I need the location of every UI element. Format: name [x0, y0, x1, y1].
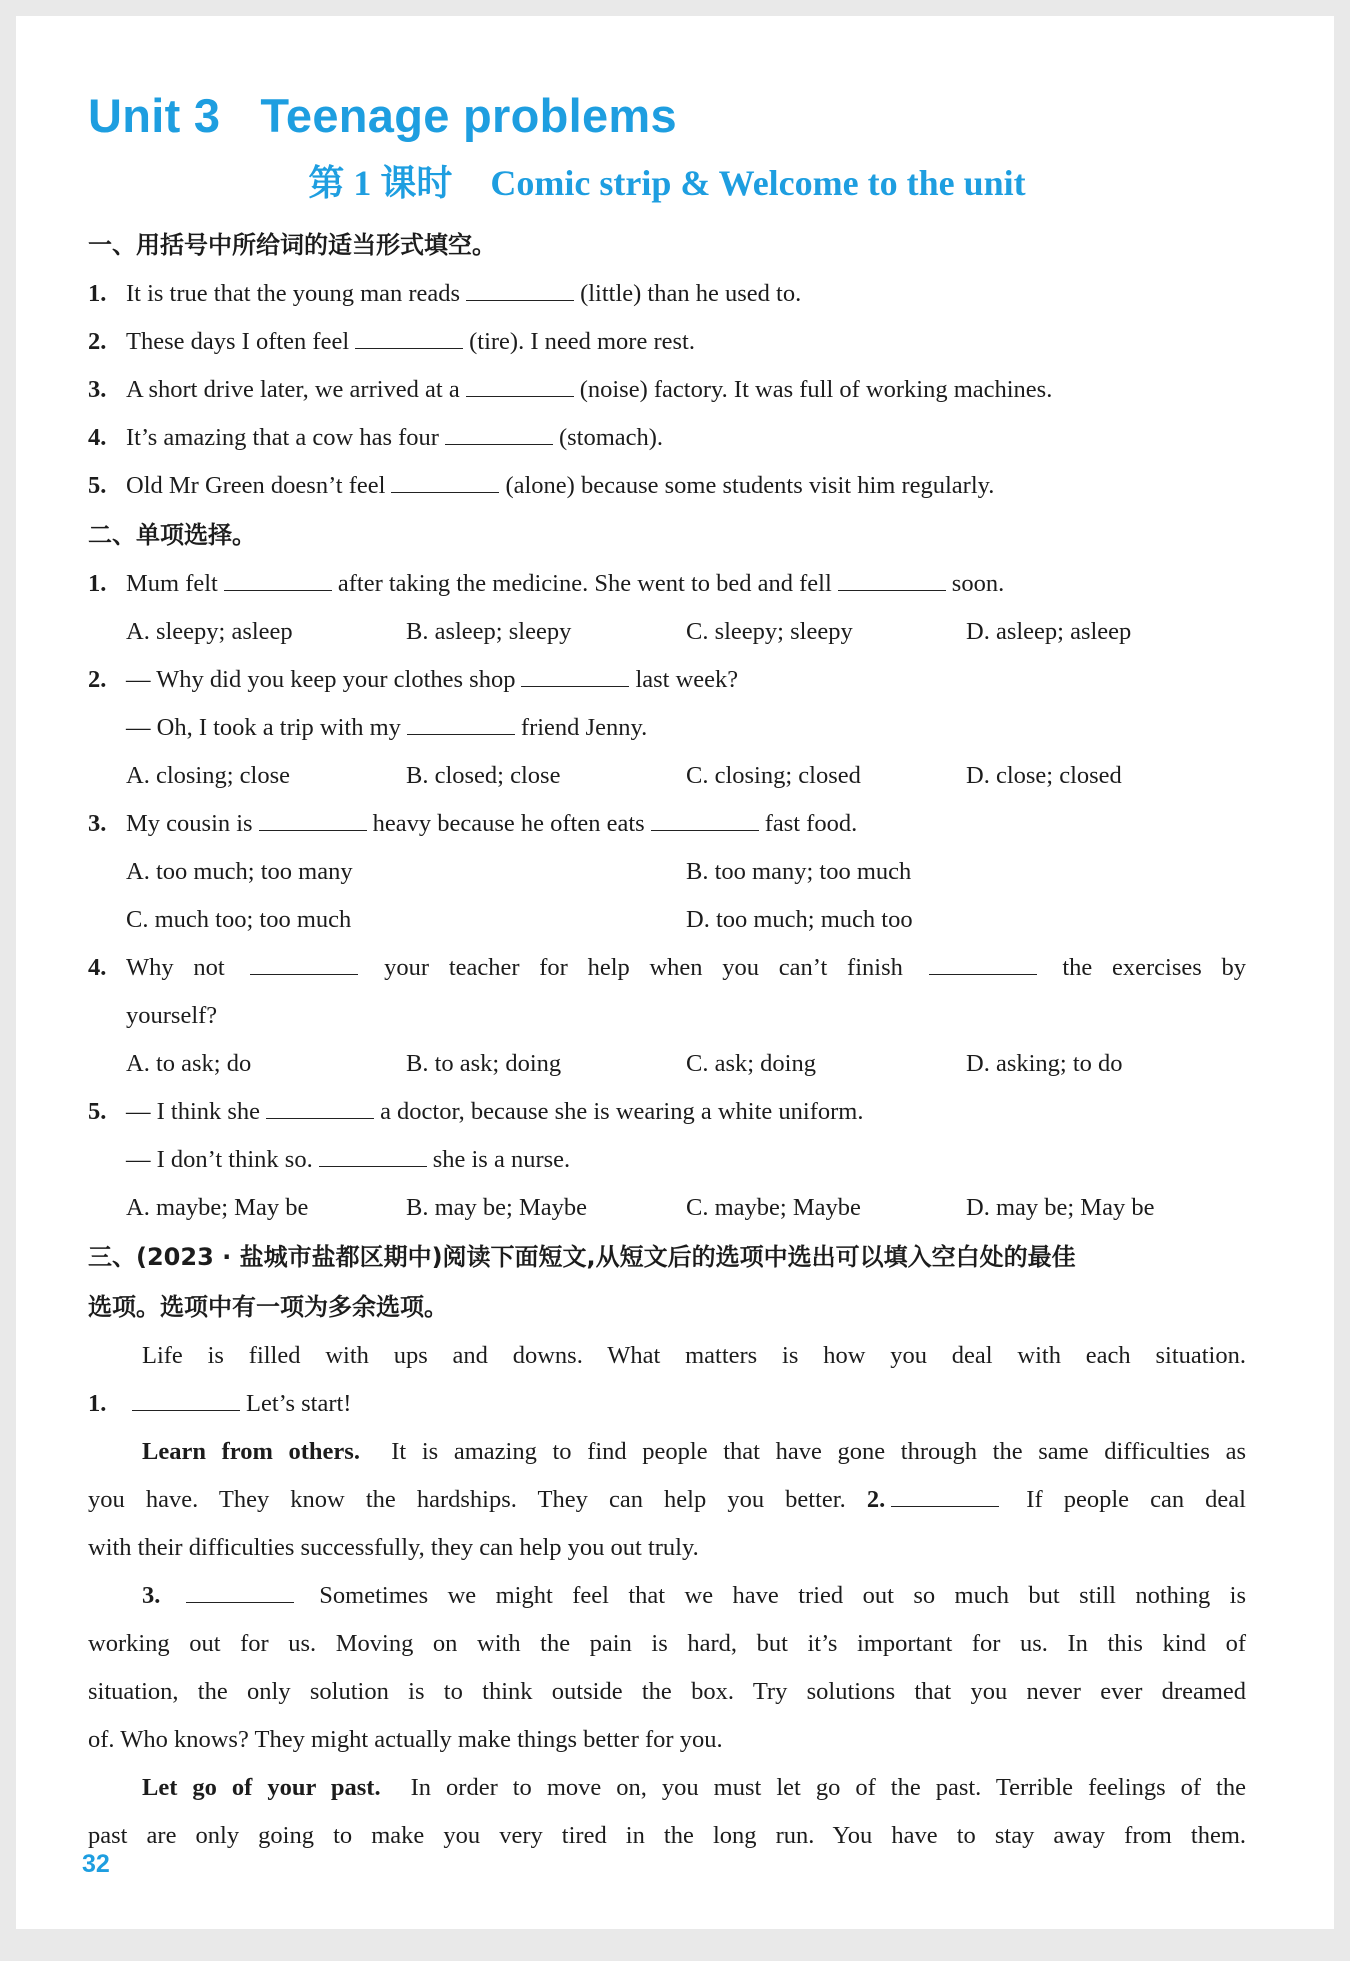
answer-blank[interactable] — [445, 424, 553, 445]
passage-p1-line2 — [88, 1476, 1246, 1524]
item-text: It is true that the young man reads — [126, 279, 461, 307]
item-text: a doctor, because she is wearing a white uniform. — [380, 1097, 864, 1125]
mc-question-5 — [88, 1088, 1246, 1232]
item-text: It’s amazing that a cow has four — [126, 423, 439, 451]
passage-p1-line1 — [88, 1428, 1246, 1476]
question-stem-line2 — [88, 992, 1246, 1040]
item-number: 1. — [88, 1389, 107, 1417]
lesson-title — [88, 162, 1246, 205]
option-d[interactable]: D. close; closed — [966, 761, 1122, 789]
option-row — [88, 608, 1246, 656]
item-text: friend Jenny. — [520, 713, 648, 741]
answer-blank[interactable] — [891, 1486, 999, 1507]
item-text: you have. They know the hardships. They can help you better. — [88, 1485, 846, 1513]
option-c[interactable]: C. much too; too much — [126, 905, 352, 933]
item-text: These days I often feel — [126, 327, 350, 355]
option-c[interactable]: C. maybe; Maybe — [686, 1193, 861, 1221]
item-text: Why not — [126, 953, 225, 981]
item-number: 4. — [88, 423, 107, 451]
item-text: In order to move on, you must let go of the past. Terrible feelings of the — [410, 1773, 1246, 1801]
fill-item-2 — [88, 318, 1246, 366]
question-stem — [88, 1088, 1246, 1136]
question-stem — [88, 560, 1246, 608]
answer-blank[interactable] — [521, 666, 629, 687]
fill-item-4 — [88, 414, 1246, 462]
option-c[interactable]: C. sleepy; sleepy — [686, 617, 853, 645]
worksheet-page — [16, 16, 1334, 1929]
reading-passage — [88, 1332, 1246, 1860]
item-text: (stomach). — [558, 423, 664, 451]
item-text: (little) than he used to. — [580, 279, 802, 307]
passage-p2-line3: situation, the only solution is to think outside the box. Try solutions that you never ever dreamed — [88, 1677, 1246, 1705]
item-number: 2. — [88, 665, 107, 693]
item-text: — Why did you keep your clothes shop — [126, 665, 516, 693]
question-stem-line2 — [88, 704, 1246, 752]
item-text: (noise) factory. It was full of working machines. — [579, 375, 1053, 403]
item-text: (alone) because some students visit him regularly. — [505, 471, 995, 499]
option-a[interactable]: A. sleepy; asleep — [126, 617, 293, 645]
item-number: 5. — [88, 1097, 107, 1125]
option-c[interactable]: C. ask; doing — [686, 1049, 816, 1077]
item-text: the exercises by — [1062, 953, 1247, 981]
paragraph-lead: Let go of your past. — [142, 1773, 381, 1801]
option-a[interactable]: A. to ask; do — [126, 1049, 252, 1077]
option-a[interactable]: A. maybe; May be — [126, 1193, 309, 1221]
answer-blank[interactable] — [250, 954, 358, 975]
item-text: — Oh, I took a trip with my — [126, 713, 401, 741]
item-text: — I think she — [126, 1097, 261, 1125]
answer-blank[interactable] — [391, 472, 499, 493]
answer-blank[interactable] — [838, 570, 946, 591]
passage-p3-line2: past are only going to make you very tired in the long run. You have to stay away from them. — [88, 1821, 1246, 1849]
option-b[interactable]: B. closed; close — [406, 761, 561, 789]
option-row — [88, 1040, 1246, 1088]
passage-p2-line2: working out for us. Moving on with the pain is hard, but it’s important for us. In this kind of — [88, 1629, 1246, 1657]
answer-blank[interactable] — [259, 810, 367, 831]
unit-number: Unit 3 — [88, 89, 221, 142]
lesson-number: 第 1 课时 — [308, 163, 453, 204]
answer-blank[interactable] — [132, 1390, 240, 1411]
item-text: Mum felt — [126, 569, 218, 597]
question-stem — [88, 656, 1246, 704]
item-text: yourself? — [126, 1001, 218, 1029]
item-number: 3. — [88, 375, 107, 403]
section3-heading-line1: 三、(2023 · 盐城市盐都区期中)阅读下面短文,从短文后的选项中选出可以填入空白处的最佳 — [88, 1242, 1076, 1271]
fill-item-1 — [88, 270, 1246, 318]
option-b[interactable]: B. to ask; doing — [406, 1049, 562, 1077]
unit-name: Teenage problems — [260, 89, 677, 142]
answer-blank[interactable] — [224, 570, 332, 591]
option-d[interactable]: D. may be; May be — [966, 1193, 1155, 1221]
mc-question-4 — [88, 944, 1246, 1088]
answer-blank[interactable] — [186, 1582, 294, 1603]
item-text: A short drive later, we arrived at a — [126, 375, 460, 403]
section3-heading-line2: 选项。选项中有一项为多余选项。 — [88, 1292, 448, 1321]
item-text: heavy because he often eats — [372, 809, 645, 837]
answer-blank[interactable] — [929, 954, 1037, 975]
item-text: It is amazing to find people that have gone through the same difficulties as — [391, 1437, 1246, 1465]
fill-item-3 — [88, 366, 1246, 414]
item-text: (tire). I need more rest. — [469, 327, 695, 355]
option-row — [88, 1184, 1246, 1232]
item-number: 3. — [142, 1581, 161, 1609]
question-stem — [88, 800, 1246, 848]
item-number: 2. — [866, 1485, 886, 1513]
option-row — [88, 848, 1246, 896]
item-number: 1. — [88, 569, 107, 597]
item-text: Old Mr Green doesn’t feel — [126, 471, 386, 499]
passage-p3-line1 — [88, 1764, 1246, 1812]
option-b[interactable]: B. asleep; sleepy — [406, 617, 572, 645]
option-row — [88, 896, 1246, 944]
item-number: 4. — [88, 953, 107, 981]
lesson-name: Comic strip & Welcome to the unit — [490, 163, 1026, 204]
item-text: fast food. — [764, 809, 858, 837]
passage-p1-line3: with their difficulties successfully, they can help you out truly. — [88, 1533, 699, 1561]
answer-blank[interactable] — [651, 810, 759, 831]
item-text: your teacher for help when you can’t finish — [384, 953, 903, 981]
item-text: last week? — [635, 665, 739, 693]
option-row — [88, 752, 1246, 800]
question-stem-line2 — [88, 1136, 1246, 1184]
paragraph-lead: Learn from others. — [142, 1437, 360, 1465]
item-text: soon. — [951, 569, 1005, 597]
item-number: 1. — [88, 279, 107, 307]
passage-p2-line1 — [88, 1572, 1246, 1620]
mc-question-1 — [88, 560, 1246, 656]
answer-blank[interactable] — [319, 1146, 427, 1167]
fill-item-5 — [88, 462, 1246, 510]
item-number: 5. — [88, 471, 107, 499]
option-d[interactable]: D. asking; to do — [966, 1049, 1123, 1077]
item-text: If people can deal — [1026, 1485, 1246, 1513]
section2-heading: 二、单项选择。 — [88, 520, 256, 549]
item-text: she is a nurse. — [432, 1145, 571, 1173]
item-text: — I don’t think so. — [126, 1145, 313, 1173]
option-a[interactable]: A. too much; too many — [126, 857, 353, 885]
passage-p2-line4: of. Who knows? They might actually make things better for you. — [88, 1725, 723, 1753]
item-number: 3. — [88, 809, 107, 837]
option-d[interactable]: D. asleep; asleep — [966, 617, 1132, 645]
item-text: Let’s start! — [246, 1389, 352, 1417]
answer-blank[interactable] — [466, 376, 574, 397]
answer-blank[interactable] — [355, 328, 463, 349]
answer-blank[interactable] — [407, 714, 515, 735]
option-a[interactable]: A. closing; close — [126, 761, 290, 789]
passage-blank-1 — [88, 1380, 1246, 1428]
section3-heading — [88, 1232, 1246, 1332]
unit-title — [88, 88, 1246, 144]
item-text: Sometimes we might feel that we have tried out so much but still nothing is — [319, 1581, 1247, 1609]
option-b[interactable]: B. too many; too much — [686, 857, 912, 885]
item-number: 2. — [88, 327, 107, 355]
option-b[interactable]: B. may be; Maybe — [406, 1193, 587, 1221]
passage-intro: Life is filled with ups and downs. What matters is how you deal with each situation. — [142, 1341, 1246, 1369]
section1-heading: 一、用括号中所给词的适当形式填空。 — [88, 230, 496, 259]
section1-items — [88, 270, 1246, 510]
mc-question-2 — [88, 656, 1246, 800]
answer-blank[interactable] — [266, 1098, 374, 1119]
page-number: 32 — [82, 1850, 110, 1878]
item-text: after taking the medicine. She went to bed and fell — [337, 569, 832, 597]
answer-blank[interactable] — [466, 280, 574, 301]
mc-question-3 — [88, 800, 1246, 944]
option-d[interactable]: D. too much; much too — [686, 905, 913, 933]
option-c[interactable]: C. closing; closed — [686, 761, 861, 789]
question-stem — [88, 944, 1246, 992]
item-text: My cousin is — [126, 809, 253, 837]
